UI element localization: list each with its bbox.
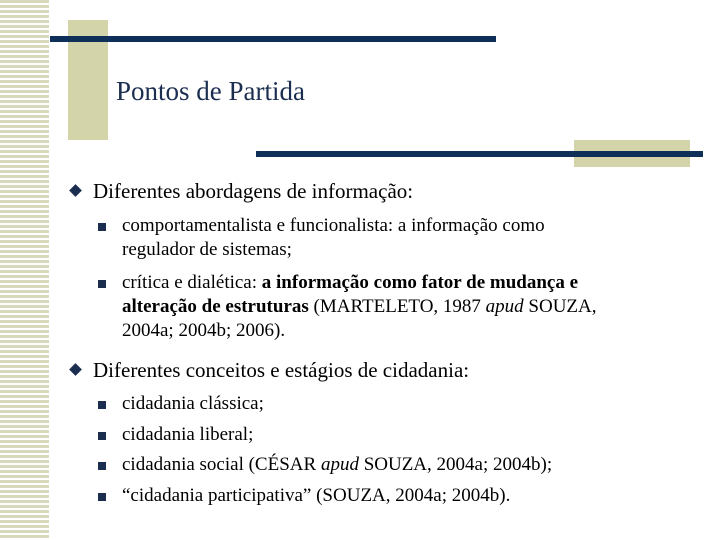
sub-bullet: “cidadania participativa” (SOUZA, 2004a; 2004b). [122,485,511,506]
bullet-square-icon [98,223,106,231]
sub-bullet [122,453,690,477]
bullet-square-icon [98,493,106,501]
sub-bullet-bold-text: alteração de estruturas [122,296,309,317]
sub-bullet-text: cidadania social (CÉSAR [122,454,321,475]
sub-bullet: cidadania liberal; [122,424,254,445]
sub-bullet: cidadania clássica; [122,393,264,414]
decorative-stripe [0,0,49,540]
title-rule-top [50,36,496,42]
bullet-diamond-icon [69,363,82,376]
sub-bullet [122,214,690,262]
sub-bullet-line: regulador de sistemas; [122,239,292,260]
bullet-square-icon [98,432,106,440]
sub-bullet-italic-text: apud [320,454,359,475]
sub-bullet-italic-text: apud [485,296,524,317]
title-rule-bottom [256,151,703,157]
sub-bullet [122,271,690,343]
sub-bullet-text: crítica e dialética: [122,272,262,293]
sub-bullet-text: (MARTELETO, 1987 [308,296,486,317]
bullet-square-icon [98,280,106,288]
bullet-point: Diferentes conceitos e estágios de cidadania: [93,358,470,382]
sub-bullet-text: SOUZA, 2004a; 2004b); [358,454,553,475]
bullet-square-icon [98,462,106,470]
sub-bullet-text: 2004a; 2004b; 2006). [122,320,286,341]
slide-title: Pontos de Partida [116,76,305,106]
sub-bullet-bold-text: a informação como fator de mudança e [261,272,579,293]
bullet-square-icon [98,401,106,409]
sub-bullet-line: comportamentalista e funcionalista: a informação como [122,215,545,236]
bullet-point: Diferentes abordagens de informação: [93,179,414,203]
sub-bullet-text: SOUZA, [523,296,597,317]
bullet-diamond-icon [69,184,82,197]
